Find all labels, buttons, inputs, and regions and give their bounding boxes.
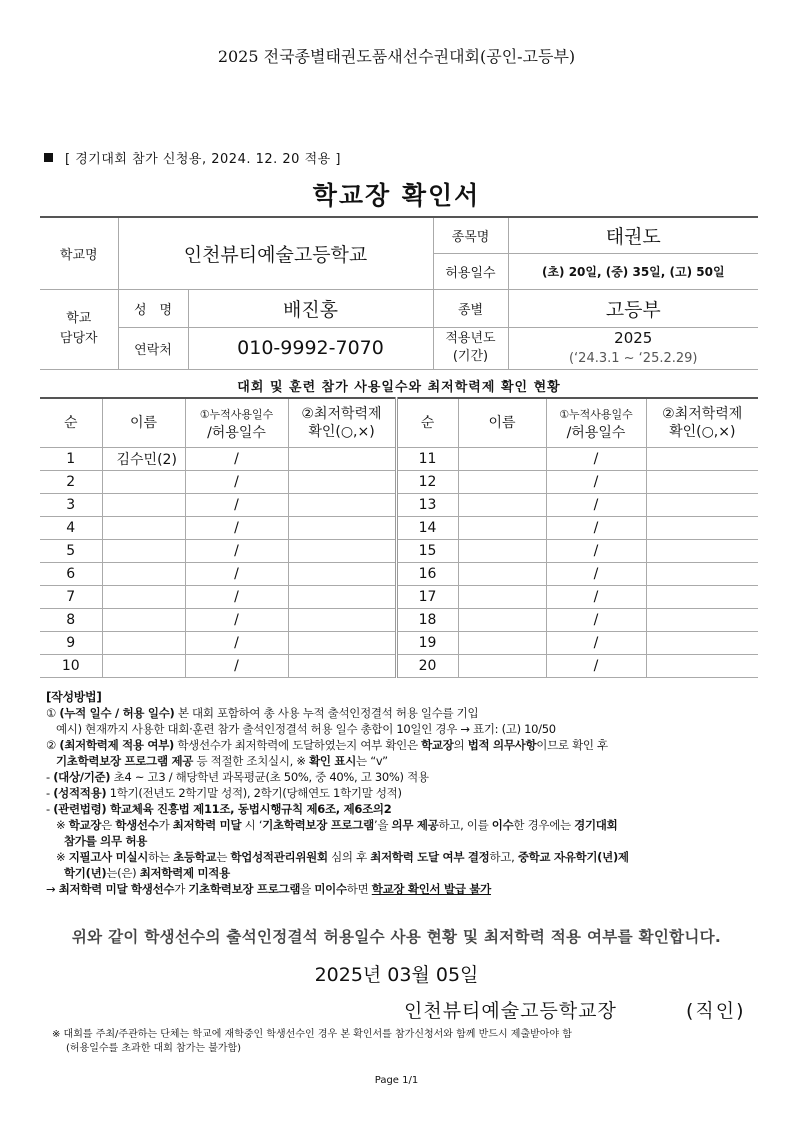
student-name-cell (102, 563, 185, 586)
student-name-cell-right (458, 586, 546, 609)
student-name-cell-right (458, 540, 546, 563)
min-academic-cell (288, 494, 396, 517)
instruction-line: ※ 학교장은 학생선수가 최저학력 미달 시 ‘기초학력보장 프로그램’을 의무 제공하고, 이를 이수한 경우에는 경기대회 (56, 818, 618, 832)
category-value: 고등부 (508, 289, 758, 327)
student-name-cell (102, 517, 185, 540)
table-row (40, 494, 758, 517)
form-note-text: [ 경기대회 참가 신청용, 2024. 12. 20 적용 ] (65, 152, 341, 167)
instruction-line: ※ 지필고사 미실시하는 초등학교는 학업성적관리위원회 심의 후 최저학력 도달 여부 결정하고, 중학교 자유학기(년)제 (56, 850, 629, 864)
seq-cell-right: 11 (396, 448, 458, 471)
manager-label-line2: 담당자 (59, 331, 98, 346)
document-title: 학교장 확인서 (312, 181, 481, 210)
table-row (40, 471, 758, 494)
min-academic-cell (288, 517, 396, 540)
min-academic-cell (288, 540, 396, 563)
student-name-cell (102, 494, 185, 517)
manager-name: 배진홍 (188, 289, 433, 327)
min-academic-cell (288, 563, 396, 586)
seq-cell-right: 13 (396, 494, 458, 517)
seq-cell-right: 18 (396, 609, 458, 632)
table-row (40, 563, 758, 586)
days-label: 허용일수 (433, 253, 508, 289)
instructions-heading: [작성방법] (46, 690, 102, 704)
usage-title: 대회 및 훈련 참가 사용일수와 최저학력제 확인 현황 (237, 380, 561, 395)
year-label-line1: 적용년도 (445, 331, 496, 346)
header-min-right-line2: 확인(○,×) (669, 424, 736, 440)
student-name-cell (102, 540, 185, 563)
manager-label (40, 289, 118, 369)
header-min-academic-right (646, 398, 758, 448)
school-name: 인천뷰티예술고등학교 (118, 217, 433, 289)
header-name-right: 이름 (458, 398, 546, 448)
sport-value: 태권도 (508, 217, 758, 253)
table-row (40, 517, 758, 540)
min-academic-cell (288, 632, 396, 655)
sport-label: 종목명 (433, 217, 508, 253)
table-row (40, 540, 758, 563)
seq-cell: 8 (40, 609, 102, 632)
footnote-line1: ※ 대회를 주최/주관하는 단체는 학교에 재학중인 학생선수인 경우 본 확인서를 참가신청서와 함께 반드시 제출받아야 함 (52, 1029, 572, 1040)
cumulative-days-cell: / (185, 632, 288, 655)
period-value: (‘24.3.1 ~ ‘25.2.29) (568, 350, 698, 366)
student-name-cell: 김수민(2) (102, 448, 185, 471)
seq-cell-right: 19 (396, 632, 458, 655)
header-seq-right: 순 (396, 398, 458, 448)
instruction-line: - (성적적용) 1학기(전년도 2학기말 성적), 2학기(당해연도 1학기말 성적) (46, 786, 402, 800)
event-title: 2025 전국종별태권도품새선수권대회(공인-고등부) (217, 47, 576, 66)
cumulative-days-cell-right: / (546, 655, 646, 678)
seq-cell: 9 (40, 632, 102, 655)
table-row (40, 586, 758, 609)
instruction-line: 참가를 의무 허용 (64, 834, 148, 848)
usage-table (40, 397, 758, 678)
cumulative-days-cell-right: / (546, 471, 646, 494)
year-cell (508, 327, 758, 369)
instruction-line: → 최저학력 미달 학생선수가 기초학력보장 프로그램을 미이수하면 학교장 확인서 발급 불가 (46, 882, 491, 896)
seq-cell-right: 12 (396, 471, 458, 494)
cumulative-days-cell: / (185, 517, 288, 540)
min-academic-cell (288, 471, 396, 494)
cumulative-days-cell: / (185, 448, 288, 471)
student-name-cell-right (458, 517, 546, 540)
cumulative-days-cell-right: / (546, 517, 646, 540)
min-academic-cell (288, 609, 396, 632)
cumulative-days-cell-right: / (546, 563, 646, 586)
manager-label-line1: 학교 (66, 311, 92, 326)
header-min-right-line1: ②최저학력제 (662, 406, 743, 422)
school-label: 학교명 (40, 217, 118, 289)
cumulative-days-cell-right: / (546, 494, 646, 517)
instruction-line: 학기(년)는(은) 최저학력제 미적용 (64, 866, 230, 880)
header-cumulative (185, 398, 288, 448)
confirmation-statement: 위와 같이 학생선수의 출석인정결석 허용일수 사용 현황 및 최저학력 적용 여부를 확인합니다. (71, 928, 722, 946)
cumulative-days-cell: / (185, 471, 288, 494)
header-cumulative-line1: ①누적사용일수 (199, 407, 274, 421)
instruction-line: ① (누적 일수 / 허용 일수) 본 대회 포함하여 총 사용 누적 출석인정결석 허용 일수를 기입 (46, 706, 479, 720)
table-row (40, 609, 758, 632)
student-name-cell (102, 586, 185, 609)
instruction-line: - (관련법령) 학교체육 진흥법 제11조, 동법시행규칙 제6조, 제6조의2 (46, 802, 392, 816)
seq-cell: 3 (40, 494, 102, 517)
student-name-cell-right (458, 471, 546, 494)
footnote (52, 1028, 752, 1056)
student-name-cell-right (458, 632, 546, 655)
min-academic-cell-right (646, 448, 758, 471)
min-academic-cell (288, 448, 396, 471)
cumulative-days-cell: / (185, 540, 288, 563)
student-name-cell (102, 471, 185, 494)
student-name-cell-right (458, 609, 546, 632)
seq-cell: 5 (40, 540, 102, 563)
contact-label: 연락처 (118, 327, 188, 369)
seq-cell-right: 17 (396, 586, 458, 609)
cumulative-days-cell: / (185, 609, 288, 632)
seq-cell-right: 20 (396, 655, 458, 678)
header-cumulative-right-line2: /허용일수 (566, 424, 626, 441)
cumulative-days-cell: / (185, 655, 288, 678)
issue-date: 2025년 03월 05일 (314, 964, 479, 986)
form-note (44, 148, 341, 167)
header-name: 이름 (102, 398, 185, 448)
seq-cell: 7 (40, 586, 102, 609)
student-name-cell (102, 632, 185, 655)
header-cumulative-right-line1: ①누적사용일수 (559, 407, 633, 421)
seq-cell: 10 (40, 655, 102, 678)
table-row (40, 632, 758, 655)
seq-cell: 1 (40, 448, 102, 471)
cumulative-days-cell: / (185, 494, 288, 517)
cumulative-days-cell-right: / (546, 586, 646, 609)
header-cumulative-right (546, 398, 646, 448)
seq-cell-right: 15 (396, 540, 458, 563)
category-label: 종별 (433, 289, 508, 327)
header-min-line2: 확인(○,×) (308, 424, 375, 440)
instruction-line: 기초학력보장 프로그램 제공 등 적절한 조치실시, ※ 확인 표시는 “v” (56, 754, 388, 768)
student-name-cell-right (458, 448, 546, 471)
usage-header-row (40, 398, 758, 448)
year-label (433, 327, 508, 369)
seq-cell: 2 (40, 471, 102, 494)
min-academic-cell-right (646, 632, 758, 655)
header-cumulative-line2: /허용일수 (207, 424, 266, 441)
student-name-cell (102, 609, 185, 632)
name-label: 성 명 (118, 289, 188, 327)
instruction-line: - (대상/기준) 초4 ~ 고3 / 해당학년 과목평균(초 50%, 중 40%, 고 30%) 적용 (46, 770, 429, 784)
school-info-table (40, 216, 758, 370)
header-seq: 순 (40, 398, 102, 448)
days-value: (초) 20일, (중) 35일, (고) 50일 (508, 253, 758, 289)
year-label-line2: (기간) (452, 349, 489, 364)
seq-cell: 4 (40, 517, 102, 540)
min-academic-cell-right (646, 471, 758, 494)
min-academic-cell-right (646, 655, 758, 678)
min-academic-cell-right (646, 586, 758, 609)
writing-instructions (46, 689, 761, 897)
cumulative-days-cell-right: / (546, 632, 646, 655)
instruction-line: 예시) 현재까지 사용한 대회·훈련 참가 출석인정결석 허용 일수 총합이 10일인 경우 → 표기: (고) 10/50 (56, 722, 556, 736)
student-name-cell-right (458, 563, 546, 586)
student-name-cell-right (458, 494, 546, 517)
min-academic-cell-right (646, 540, 758, 563)
seq-cell-right: 14 (396, 517, 458, 540)
cumulative-days-cell-right: / (546, 448, 646, 471)
cumulative-days-cell-right: / (546, 540, 646, 563)
table-row (40, 448, 758, 471)
header-min-line1: ②최저학력제 (301, 406, 382, 422)
min-academic-cell (288, 586, 396, 609)
footnote-line2: (허용일수를 초과한 대회 참가는 불가함) (66, 1043, 242, 1054)
page-number: Page 1/1 (374, 1075, 419, 1086)
min-academic-cell-right (646, 609, 758, 632)
instruction-line: ② (최저학력제 적용 여부) 학생선수가 최저학력에 도달하였는지 여부 확인은 학교장의 법적 의무사항이므로 확인 후 (46, 738, 608, 752)
header-min-academic (288, 398, 396, 448)
square-bullet-icon (44, 153, 53, 162)
student-name-cell-right (458, 655, 546, 678)
min-academic-cell-right (646, 563, 758, 586)
min-academic-cell-right (646, 517, 758, 540)
cumulative-days-cell-right: / (546, 609, 646, 632)
cumulative-days-cell: / (185, 563, 288, 586)
min-academic-cell-right (646, 494, 758, 517)
contact-value: 010-9992-7070 (188, 327, 433, 369)
table-row (40, 655, 758, 678)
seq-cell: 6 (40, 563, 102, 586)
seq-cell-right: 16 (396, 563, 458, 586)
signer-name: 인천뷰티예술고등학교장 (404, 1000, 617, 1022)
year-value: 2025 (614, 328, 653, 347)
min-academic-cell (288, 655, 396, 678)
student-name-cell (102, 655, 185, 678)
cumulative-days-cell: / (185, 586, 288, 609)
official-seal-label: (직인) (686, 1000, 746, 1022)
